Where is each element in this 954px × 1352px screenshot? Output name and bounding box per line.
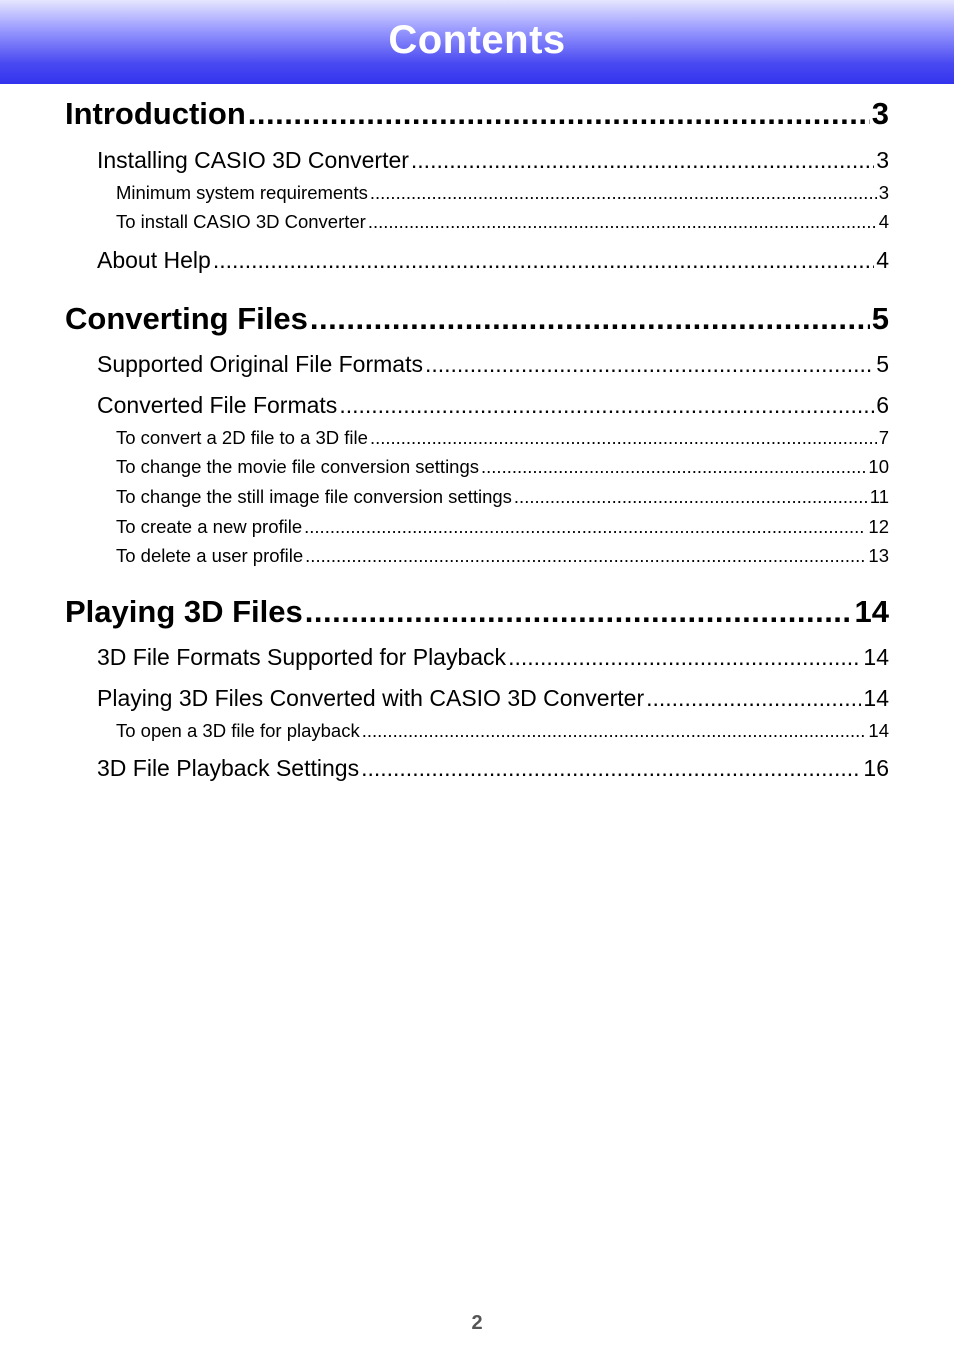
toc-entry-movie-settings[interactable] — [116, 456, 889, 478]
toc-leader-dots — [339, 392, 874, 419]
toc-entry-label: Minimum system requirements — [116, 182, 368, 203]
toc-leader-dots — [481, 456, 866, 478]
toc-entry-page: 14 — [868, 720, 889, 741]
toc-entry-create-profile[interactable] — [116, 516, 889, 538]
toc-entry-page: 6 — [876, 392, 889, 418]
toc-entry-page: 5 — [876, 351, 889, 377]
toc-leader-dots — [646, 685, 861, 712]
toc-entry-page: 16 — [863, 755, 889, 781]
toc-entry-label: To change the movie file conversion settings — [116, 456, 480, 477]
toc-entry-playing-3d-files[interactable] — [65, 594, 889, 630]
toc-entry-about-help[interactable] — [97, 247, 889, 274]
toc-entry-page: 5 — [871, 301, 889, 336]
toc-entry-page: 7 — [878, 427, 889, 448]
toc-entry-page: 14 — [863, 685, 889, 711]
toc-entry-page: 12 — [868, 516, 889, 537]
toc-entry-label: 3D File Playback Settings — [97, 755, 360, 781]
toc-entry-supported-original[interactable] — [97, 351, 889, 378]
toc-entry-page: 3 — [871, 96, 889, 131]
toc-entry-label: Installing CASIO 3D Converter — [97, 147, 409, 173]
toc-entry-still-settings[interactable] — [116, 486, 889, 508]
toc-entry-page: 11 — [869, 486, 889, 507]
toc-leader-dots — [310, 301, 870, 337]
toc-leader-dots — [305, 545, 866, 567]
toc-entry-converted-formats[interactable] — [97, 392, 889, 419]
toc-entry-label: Converted File Formats — [97, 392, 338, 418]
toc-entry-label: To create a new profile — [116, 516, 303, 537]
toc-entry-label: Playing 3D Files — [65, 594, 303, 629]
toc-entry-label: To delete a user profile — [116, 545, 304, 566]
toc-entry-convert-2d-3d[interactable] — [116, 427, 889, 449]
toc-entry-page: 4 — [876, 247, 889, 273]
toc-leader-dots — [368, 211, 877, 233]
toc-entry-introduction[interactable] — [65, 96, 889, 132]
toc-entry-to-install[interactable] — [116, 211, 889, 233]
toc-leader-dots — [508, 644, 861, 671]
toc-entry-open-3d-file[interactable] — [116, 720, 889, 742]
toc-entry-label: Introduction — [65, 96, 246, 131]
toc-leader-dots — [361, 755, 861, 782]
toc-leader-dots — [362, 720, 867, 742]
toc-leader-dots — [370, 182, 877, 204]
toc-entry-label: To open a 3D file for playback — [116, 720, 360, 741]
toc-entry-installing[interactable] — [97, 147, 889, 174]
toc-entry-label: To install CASIO 3D Converter — [116, 211, 366, 232]
toc-entry-page: 13 — [868, 545, 889, 566]
page-number: 2 — [471, 1312, 483, 1334]
toc-entry-page: 14 — [854, 594, 889, 629]
toc-leader-dots — [305, 594, 853, 630]
toc-entry-label: About Help — [97, 247, 211, 273]
toc-entry-label: Playing 3D Files Converted with CASIO 3D Converter — [97, 685, 645, 711]
toc-leader-dots — [425, 351, 874, 378]
toc-leader-dots — [514, 486, 868, 508]
toc-entry-label: 3D File Formats Supported for Playback — [97, 644, 507, 670]
toc-leader-dots — [411, 147, 874, 174]
toc-entry-delete-profile[interactable] — [116, 545, 889, 567]
toc-leader-dots — [304, 516, 866, 538]
toc-leader-dots — [370, 427, 877, 449]
toc-entry-label: Supported Original File Formats — [97, 351, 423, 377]
toc-entry-page: 4 — [878, 211, 889, 232]
toc-leader-dots — [213, 247, 874, 274]
toc-entry-min-requirements[interactable] — [116, 182, 889, 204]
toc-entry-page: 3 — [876, 147, 889, 173]
toc-entry-playback-settings[interactable] — [97, 755, 889, 782]
toc-entry-converting-files[interactable] — [65, 301, 889, 337]
toc-entry-formats-playback[interactable] — [97, 644, 889, 671]
toc-entry-playing-converted[interactable] — [97, 685, 889, 712]
toc-entry-label: Converting Files — [65, 301, 308, 336]
toc-leader-dots — [248, 96, 870, 132]
toc-entry-label: To change the still image file conversion settings — [116, 486, 512, 507]
toc-entry-label: To convert a 2D file to a 3D file — [116, 427, 368, 448]
toc-entry-page: 3 — [878, 182, 889, 203]
header-banner — [0, 0, 954, 84]
page-title: Contents — [388, 17, 566, 62]
toc-entry-page: 10 — [868, 456, 889, 477]
toc-entry-page: 14 — [863, 644, 889, 670]
